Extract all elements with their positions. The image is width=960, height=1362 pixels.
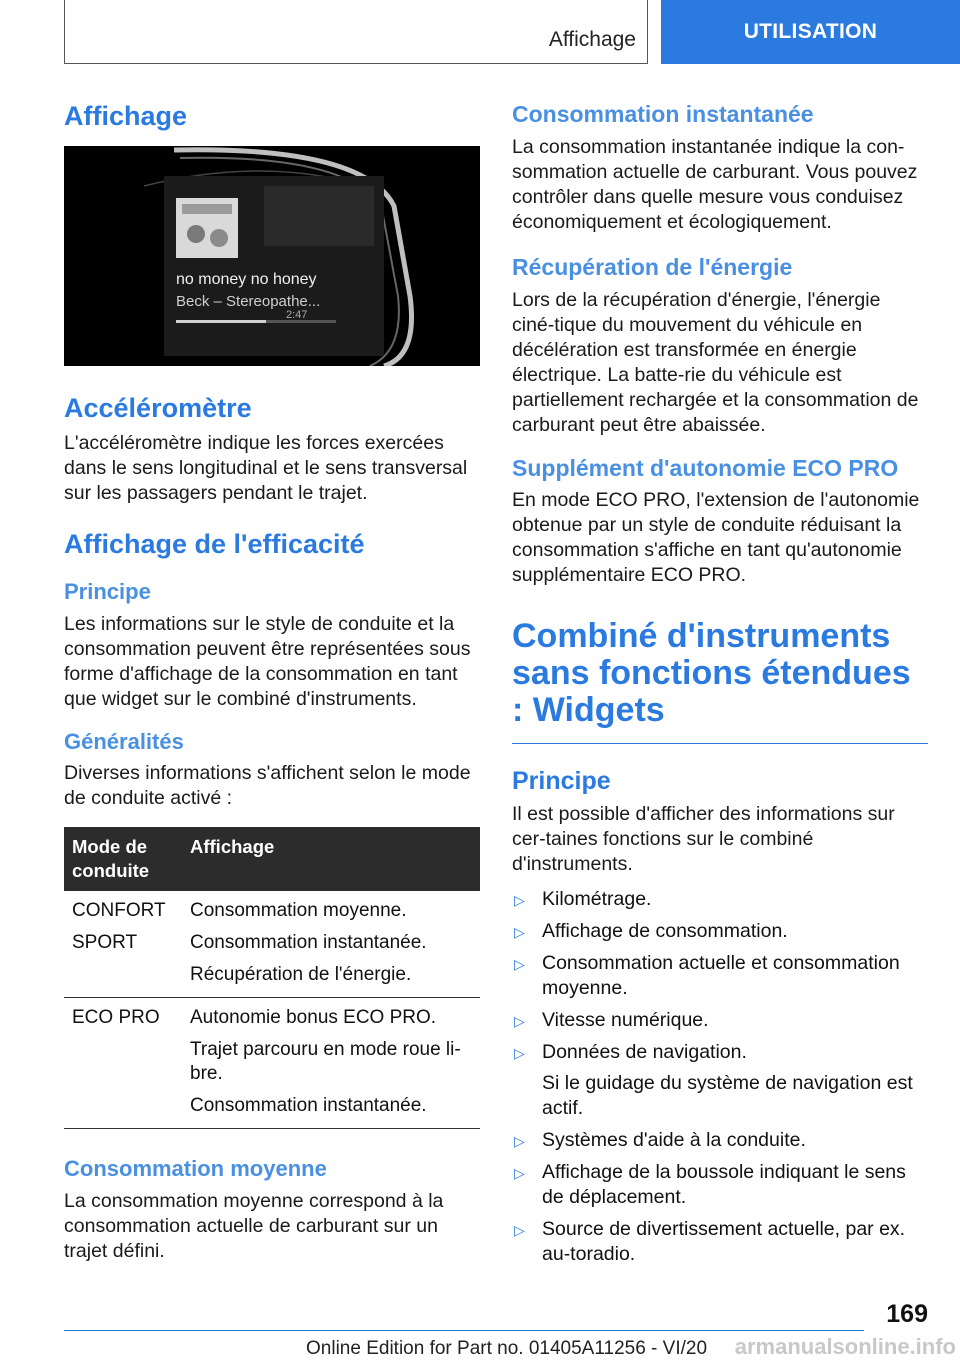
table-cell-affichage (182, 998, 480, 1129)
triangle-bullet-icon: ▷ (514, 924, 525, 941)
list-item: ▷ Consommation actuelle et consommation moyenne. (514, 952, 900, 1000)
heading-principe-left: Principe (64, 579, 151, 605)
header-tab-utilisation[interactable]: UTILISATION (661, 0, 960, 64)
table-value: Consommation moyenne. (190, 900, 407, 922)
text-accelerometre: L'accéléromètre indique les forces exercées dans le sens longitudinal et le sens transversal sur les passagers pendant le trajet. (64, 431, 468, 504)
track-time: 2:47 (286, 309, 308, 322)
table-value: Consommation instantanée. (190, 932, 427, 954)
table-value: Récupération de l'énergie. (190, 964, 412, 986)
heading-efficacite: Affichage de l'efficacité (64, 528, 365, 559)
table-value: Autonomie bonus ECO PRO. (190, 1007, 437, 1029)
left-column (64, 100, 480, 1264)
text-generalites: Diverses informations s'affichent selon le mode de conduite activé : (64, 762, 471, 810)
list-item: ▷ Vitesse numérique. (512, 1008, 928, 1033)
section-title-affichage: Affichage (64, 101, 188, 131)
triangle-bullet-icon: ▷ (514, 1013, 525, 1030)
text-eco-pro: En mode ECO PRO, l'extension de l'autonomie obtenue par un style de conduite réduisant la consommation s'affiche en tant qu'autonomie supplémentaire ECO PRO. (512, 489, 920, 587)
list-item-note: Si le guidage du système de navigation est actif. (542, 1072, 913, 1120)
list-item: ▷ Source de divertissement actuelle, par ex. au-toradio. (514, 1218, 906, 1266)
table-header-mode: Mode de conduite (64, 827, 182, 891)
progress-bar (176, 320, 266, 323)
heading-eco-pro: Supplément d'autonomie ECO PRO (512, 454, 899, 481)
page-number: 169 (886, 1300, 928, 1328)
table-row (64, 998, 480, 1129)
list-item: ▷ Données de navigation. Si le guidage du système de navigation est actif. (512, 1040, 928, 1121)
footer-edition: Online Edition for Part no. 01405A11256 - VI/20 (306, 1338, 708, 1359)
text-conso-instantanee: La consommation instantanée indique la con-sommation actuelle de carburant. Vous pouvez contrôler dans quelle mesure vous conduisez économiquement et écologiquement. (512, 135, 918, 233)
footer-rule (64, 1330, 864, 1331)
text-principe-right: Il est possible d'afficher des informations sur cer-taines fonctions sur le combiné d'instruments. (512, 803, 895, 876)
table-value: Consommation instantanée. (190, 1095, 427, 1117)
table-cell-mode (64, 891, 182, 998)
text-principe-left: Les informations sur le style de conduite et la consommation peuvent être représentées sous forme d'affichage de la consommation en tant que widget sur le combiné d'instruments. (64, 612, 471, 710)
table-cell-affichage (182, 891, 480, 998)
list-item: ▷ Systèmes d'aide à la conduite. (512, 1128, 928, 1153)
list-item: ▷ Kilométrage. (512, 887, 928, 912)
cluster-illustration (64, 146, 480, 366)
table-value: Trajet parcouru en mode roue li-bre. (190, 1039, 461, 1085)
mode-eco-pro: ECO PRO (72, 1007, 160, 1029)
header-section-label: Affichage (548, 28, 636, 51)
triangle-bullet-icon: ▷ (514, 956, 525, 973)
table-row (64, 891, 480, 998)
heading-conso-moyenne: Consommation moyenne (64, 1156, 327, 1182)
table-header-row (64, 827, 480, 891)
triangle-bullet-icon: ▷ (514, 1222, 525, 1239)
right-column (512, 100, 928, 1274)
heading-recuperation: Récupération de l'énergie (512, 253, 793, 280)
mode-confort: CONFORT (72, 900, 166, 922)
watermark: armanualsonline.info (734, 1334, 956, 1359)
heading-generalites: Généralités (64, 728, 184, 754)
triangle-bullet-icon: ▷ (514, 1133, 525, 1150)
heading-conso-instantanee: Consommation instantanée (512, 101, 814, 127)
triangle-bullet-icon: ▷ (514, 1045, 525, 1062)
widget-list (512, 887, 928, 1267)
heading-accelerometre: Accéléromètre (64, 393, 252, 424)
list-item: ▷ Affichage de consommation. (512, 919, 928, 944)
track-title: no money no honey (176, 271, 317, 289)
triangle-bullet-icon: ▷ (514, 892, 525, 909)
list-item: ▷ Affichage de la boussole indiquant le sens de déplacement. (514, 1161, 906, 1209)
track-artist: Beck – Stereopathe... (176, 293, 321, 311)
text-conso-moyenne: La consommation moyenne correspond à la consommation actuelle de carburant sur un trajet défini. (64, 1189, 444, 1262)
heading-combine-widgets: Combiné d'instruments sans fonctions étendues : Widgets (512, 617, 911, 730)
instrument-cluster-image (64, 146, 480, 366)
heading-principe-right: Principe (512, 767, 611, 796)
table-cell-mode (64, 998, 182, 1129)
table-header-affichage: Affichage (182, 827, 480, 891)
triangle-bullet-icon: ▷ (514, 1165, 525, 1182)
drive-mode-table (64, 827, 480, 1129)
text-recuperation: Lors de la récupération d'énergie, l'énergie ciné-tique du mouvement du véhicule en décélération est transformée en énergie électrique. La batte-rie du véhicule est partiellement rechargée et la consommation de carburant peut être abaissée. (512, 288, 919, 436)
mode-sport: SPORT (72, 932, 138, 954)
